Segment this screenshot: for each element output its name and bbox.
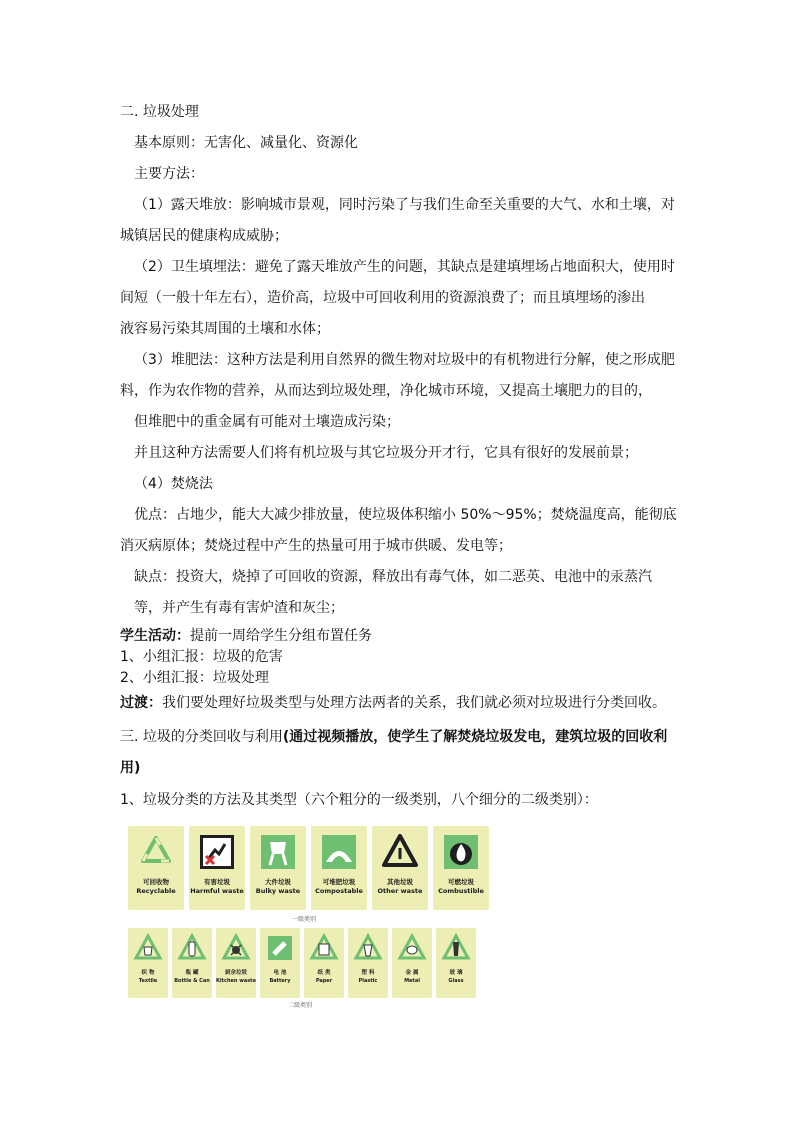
plastic-icon	[353, 933, 383, 963]
bulky-furniture-icon	[258, 832, 298, 872]
tile-label-cn: 塑 料	[361, 970, 375, 976]
student-activity-label: 学生活动：	[120, 628, 190, 644]
bottle-can-icon	[177, 933, 207, 963]
tile-label-cn: 织 物	[141, 970, 155, 976]
tile-label-en: Bottle & Can	[174, 978, 210, 984]
metal-icon	[397, 933, 427, 963]
tile-label-cn: 瓶 罐	[185, 970, 199, 976]
tile-label-en: Battery	[269, 978, 291, 984]
section-3-title: 三. 垃圾的分类回收与利用	[120, 729, 283, 745]
tile-label-en: Glass	[448, 978, 464, 984]
other-triangle-icon	[380, 832, 420, 872]
tile-recyclable	[128, 826, 184, 910]
tile-textile	[128, 928, 168, 998]
tile-label-en: Plastic	[358, 978, 378, 984]
method-3-line-4: 并且这种方法需要人们将有机垃圾与其它垃圾分开才行，它具有很好的发展前景；	[134, 445, 638, 461]
kitchen-waste-icon	[221, 933, 251, 963]
tile-label-en: Metal	[404, 978, 420, 984]
tile-label-cn: 电 池	[273, 970, 287, 976]
tile-compostable	[311, 826, 367, 910]
method-3-line-3: 但堆肥中的重金属有可能对土壤造成污染；	[134, 414, 400, 430]
secondary-caption: 二级类别	[288, 1002, 313, 1009]
method-2-line-1: （2）卫生填埋法：避免了露天堆放产生的问题，其缺点是建填埋场占地面积大，使用时	[134, 259, 675, 275]
tile-label-en: Kitchen waste	[216, 978, 256, 984]
tile-plastic	[348, 928, 388, 998]
tile-label-cn: 可堆肥垃圾	[322, 878, 356, 886]
section-3-note: (通过视频播放，使学生了解焚烧垃圾发电，建筑垃圾的回收利	[282, 729, 668, 745]
tile-label-cn: 大件垃圾	[265, 878, 291, 886]
compost-pile-icon	[319, 832, 359, 872]
tile-label-en: Compostable	[315, 887, 363, 895]
tile-label-cn: 可燃垃圾	[448, 878, 474, 886]
tile-label-cn: 其他垃圾	[387, 878, 413, 886]
method-1-line-1: （1）露天堆放：影响城市景观，同时污染了与我们生命至关重要的大气、水和土壤，对	[134, 197, 675, 213]
section-2-heading: 二. 垃圾处理	[120, 104, 199, 120]
secondary-category-row	[128, 928, 480, 998]
tile-bottle-can	[172, 928, 212, 998]
glass-icon	[441, 933, 471, 963]
tile-battery	[260, 928, 300, 998]
tile-other	[372, 826, 428, 910]
tile-label-en: Bulky waste	[255, 887, 301, 895]
tile-combustible	[433, 826, 489, 910]
method-2-line-2: 间短（一般十年左右），造价高，垃圾中可回收利用的资源浪费了；而且填埋场的渗出	[120, 290, 645, 306]
main-methods-label: 主要方法：	[134, 166, 204, 182]
harmful-crossed-icon	[197, 832, 237, 872]
tile-label-en: Harmful waste	[190, 887, 244, 895]
group-report-1: 1、小组汇报：垃圾的危害	[120, 649, 283, 665]
student-activity-text: 提前一周给学生分组布置任务	[190, 628, 372, 644]
primary-caption: 一级类别	[292, 916, 317, 923]
transition-label: 过渡：	[120, 695, 162, 711]
method-4-heading: （4）焚烧法	[134, 476, 213, 492]
method-4-cons-line-1: 缺点：投资大，烧掉了可回收的资源，释放出有毒气体，如二恶英、电池中的汞蒸汽	[134, 569, 652, 585]
transition-text: 我们要处理好垃圾类型与处理方法两者的关系，我们就必须对垃圾进行分类回收。	[162, 695, 666, 711]
textile-shirt-icon	[133, 933, 163, 963]
classification-subheading: 1、垃圾分类的方法及其类型（六个粗分的一级类别，八个细分的二级类别）：	[120, 792, 598, 808]
method-4-cons-line-2: 等，并产生有毒有害炉渣和灰尘；	[134, 600, 344, 616]
student-activity	[120, 626, 372, 646]
recycle-arrows-icon	[136, 832, 176, 872]
tile-glass	[436, 928, 476, 998]
method-2-line-3: 液容易污染其周围的土壤和水体；	[120, 321, 330, 337]
tile-paper	[304, 928, 344, 998]
battery-icon	[265, 933, 295, 963]
tile-metal	[392, 928, 432, 998]
waste-classification-figure	[128, 820, 484, 1010]
tile-bulky	[250, 826, 306, 910]
tile-label-en: Recyclable	[136, 887, 176, 895]
tile-kitchen-waste	[216, 928, 256, 998]
transition-paragraph	[120, 693, 666, 713]
tile-label-en: Combustible	[438, 887, 484, 895]
flame-icon	[441, 832, 481, 872]
basic-principle: 基本原则：无害化、减量化、资源化	[134, 135, 358, 151]
tile-harmful	[189, 826, 245, 910]
tile-label-en: Textile	[138, 978, 158, 984]
tile-label-cn: 可回收物	[143, 878, 169, 886]
method-3-line-1: （3）堆肥法：这种方法是利用自然界的微生物对垃圾中的有机物进行分解，使之形成肥	[134, 352, 675, 368]
tile-label-en: Other waste	[377, 887, 423, 895]
tile-label-cn: 玻 璃	[449, 970, 463, 976]
method-4-pros-line-2: 消灭病原体；焚烧过程中产生的热量可用于城市供暖、发电等；	[120, 538, 512, 554]
tile-label-cn: 厨余垃圾	[224, 970, 247, 976]
section-3-note-end: 用)	[120, 760, 141, 776]
group-report-2: 2、小组汇报：垃圾处理	[120, 670, 269, 686]
paper-icon	[309, 933, 339, 963]
primary-category-row	[128, 826, 494, 910]
tile-label-en: Paper	[315, 978, 333, 984]
section-3-heading	[120, 727, 667, 747]
tile-label-cn: 有害垃圾	[204, 878, 230, 886]
method-3-line-2: 料，作为农作物的营养，从而达到垃圾处理，净化城市环境，又提高土壤肥力的目的，	[120, 383, 652, 399]
method-1-line-2: 城镇居民的健康构成威胁；	[120, 228, 288, 244]
tile-label-cn: 金 属	[405, 970, 419, 976]
method-4-pros-line-1: 优点：占地少，能大大减少排放量，使垃圾体积缩小 50%～95%；焚烧温度高，能彻底	[134, 507, 677, 523]
tile-label-cn: 纸 类	[317, 970, 331, 976]
